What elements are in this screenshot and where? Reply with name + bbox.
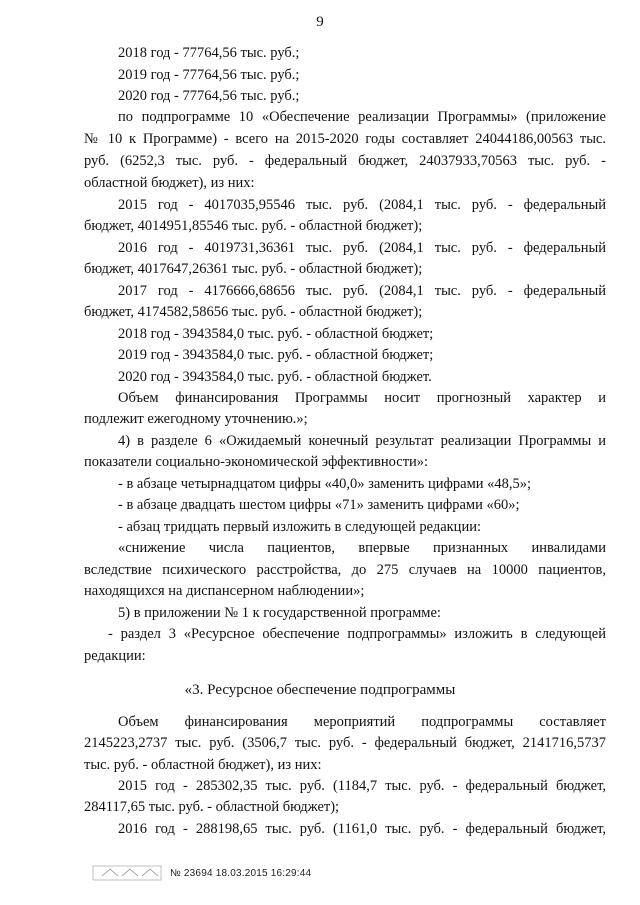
text-line: 2016 год - 288198,65 тыс. руб. (1161,0 тыс. руб. - федеральный бюджет, [118, 821, 606, 837]
text-line: 2016 год - 4019731,36361 тыс. руб. (2084,1 тыс. руб. - федеральный [118, 240, 606, 256]
text-line: Объем финансирования Программы носит прогнозный характер и [118, 390, 606, 406]
text-line: бюджет, 4174582,58656 тыс. руб. - областной бюджет); [84, 304, 423, 320]
text-line: по подпрограмме 10 «Обеспечение реализации Программы» (приложение [118, 109, 606, 125]
text-line: руб. (6252,3 тыс. руб. - федеральный бюджет, 24037933,70563 тыс. руб. - [84, 153, 606, 169]
section-heading: «3. Ресурсное обеспечение подпрограммы [184, 682, 456, 698]
text-line: вследствие психического расстройства, до 275 случаев на 10000 пациентов, [84, 562, 606, 578]
text-line: 2018 год - 3943584,0 тыс. руб. - областной бюджет; [118, 326, 434, 342]
text-line: 2015 год - 4017035,95546 тыс. руб. (2084,1 тыс. руб. - федеральный [118, 197, 606, 213]
text-line: 2017 год - 4176666,68656 тыс. руб. (2084,1 тыс. руб. - федеральный [118, 283, 606, 299]
text-line: бюджет, 4017647,26361 тыс. руб. - областной бюджет); [84, 261, 423, 277]
text-line: 2145223,2737 тыс. руб. (3506,7 тыс. руб. - федеральный бюджет, 2141716,5737 [84, 735, 606, 751]
text-line: 284117,65 тыс. руб. - областной бюджет); [84, 799, 340, 815]
text-line: «снижение числа пациентов, впервые признанных инвалидами [118, 540, 606, 556]
text-line: Объем финансирования мероприятий подпрограммы составляет [118, 714, 606, 730]
text-line: 4) в разделе 6 «Ожидаемый конечный результат реализации Программы и [118, 433, 606, 449]
text-line: областной бюджет), из них: [84, 175, 255, 191]
text-line: - абзац тридцать первый изложить в следующей редакции: [118, 519, 481, 535]
text-line: показатели социально-экономической эффективности»: [84, 454, 429, 470]
text-line: подлежит ежегодному уточнению.»; [84, 411, 308, 427]
page-number: 9 [316, 14, 324, 30]
text-line: 2020 год - 77764,56 тыс. руб.; [118, 88, 300, 104]
text-line: № 10 к Программе) - всего на 2015-2020 годы составляет 24044186,00563 тыс. [84, 131, 606, 147]
text-line: - раздел 3 «Ресурсное обеспечение подпрограммы» изложить в следующей [108, 626, 606, 642]
text-line: 2015 год - 285302,35 тыс. руб. (1184,7 тыс. руб. - федеральный бюджет, [118, 778, 606, 794]
text-line: 2019 год - 3943584,0 тыс. руб. - областной бюджет; [118, 347, 434, 363]
text-line: редакции: [84, 648, 146, 664]
text-line: 2020 год - 3943584,0 тыс. руб. - областной бюджет. [118, 369, 432, 385]
text-line: тыс. руб. - областной бюджет), из них: [84, 757, 322, 773]
registration-stamp-icon [92, 864, 162, 882]
text-line: находящихся на диспансерном наблюдении»; [84, 583, 365, 599]
text-line: 2018 год - 77764,56 тыс. руб.; [118, 45, 300, 61]
text-line: 5) в приложении № 1 к государственной программе: [118, 605, 441, 621]
document-serial: № 23694 18.03.2015 16:29:44 [170, 867, 312, 879]
text-line: - в абзаце двадцать шестом цифры «71» заменить цифрами «60»; [118, 497, 520, 513]
text-line: 2019 год - 77764,56 тыс. руб.; [118, 67, 300, 83]
text-line: бюджет, 4014951,85546 тыс. руб. - областной бюджет); [84, 218, 423, 234]
text-line: - в абзаце четырнадцатом цифры «40,0» заменить цифрами «48,5»; [118, 476, 532, 492]
document-footer [92, 864, 311, 882]
